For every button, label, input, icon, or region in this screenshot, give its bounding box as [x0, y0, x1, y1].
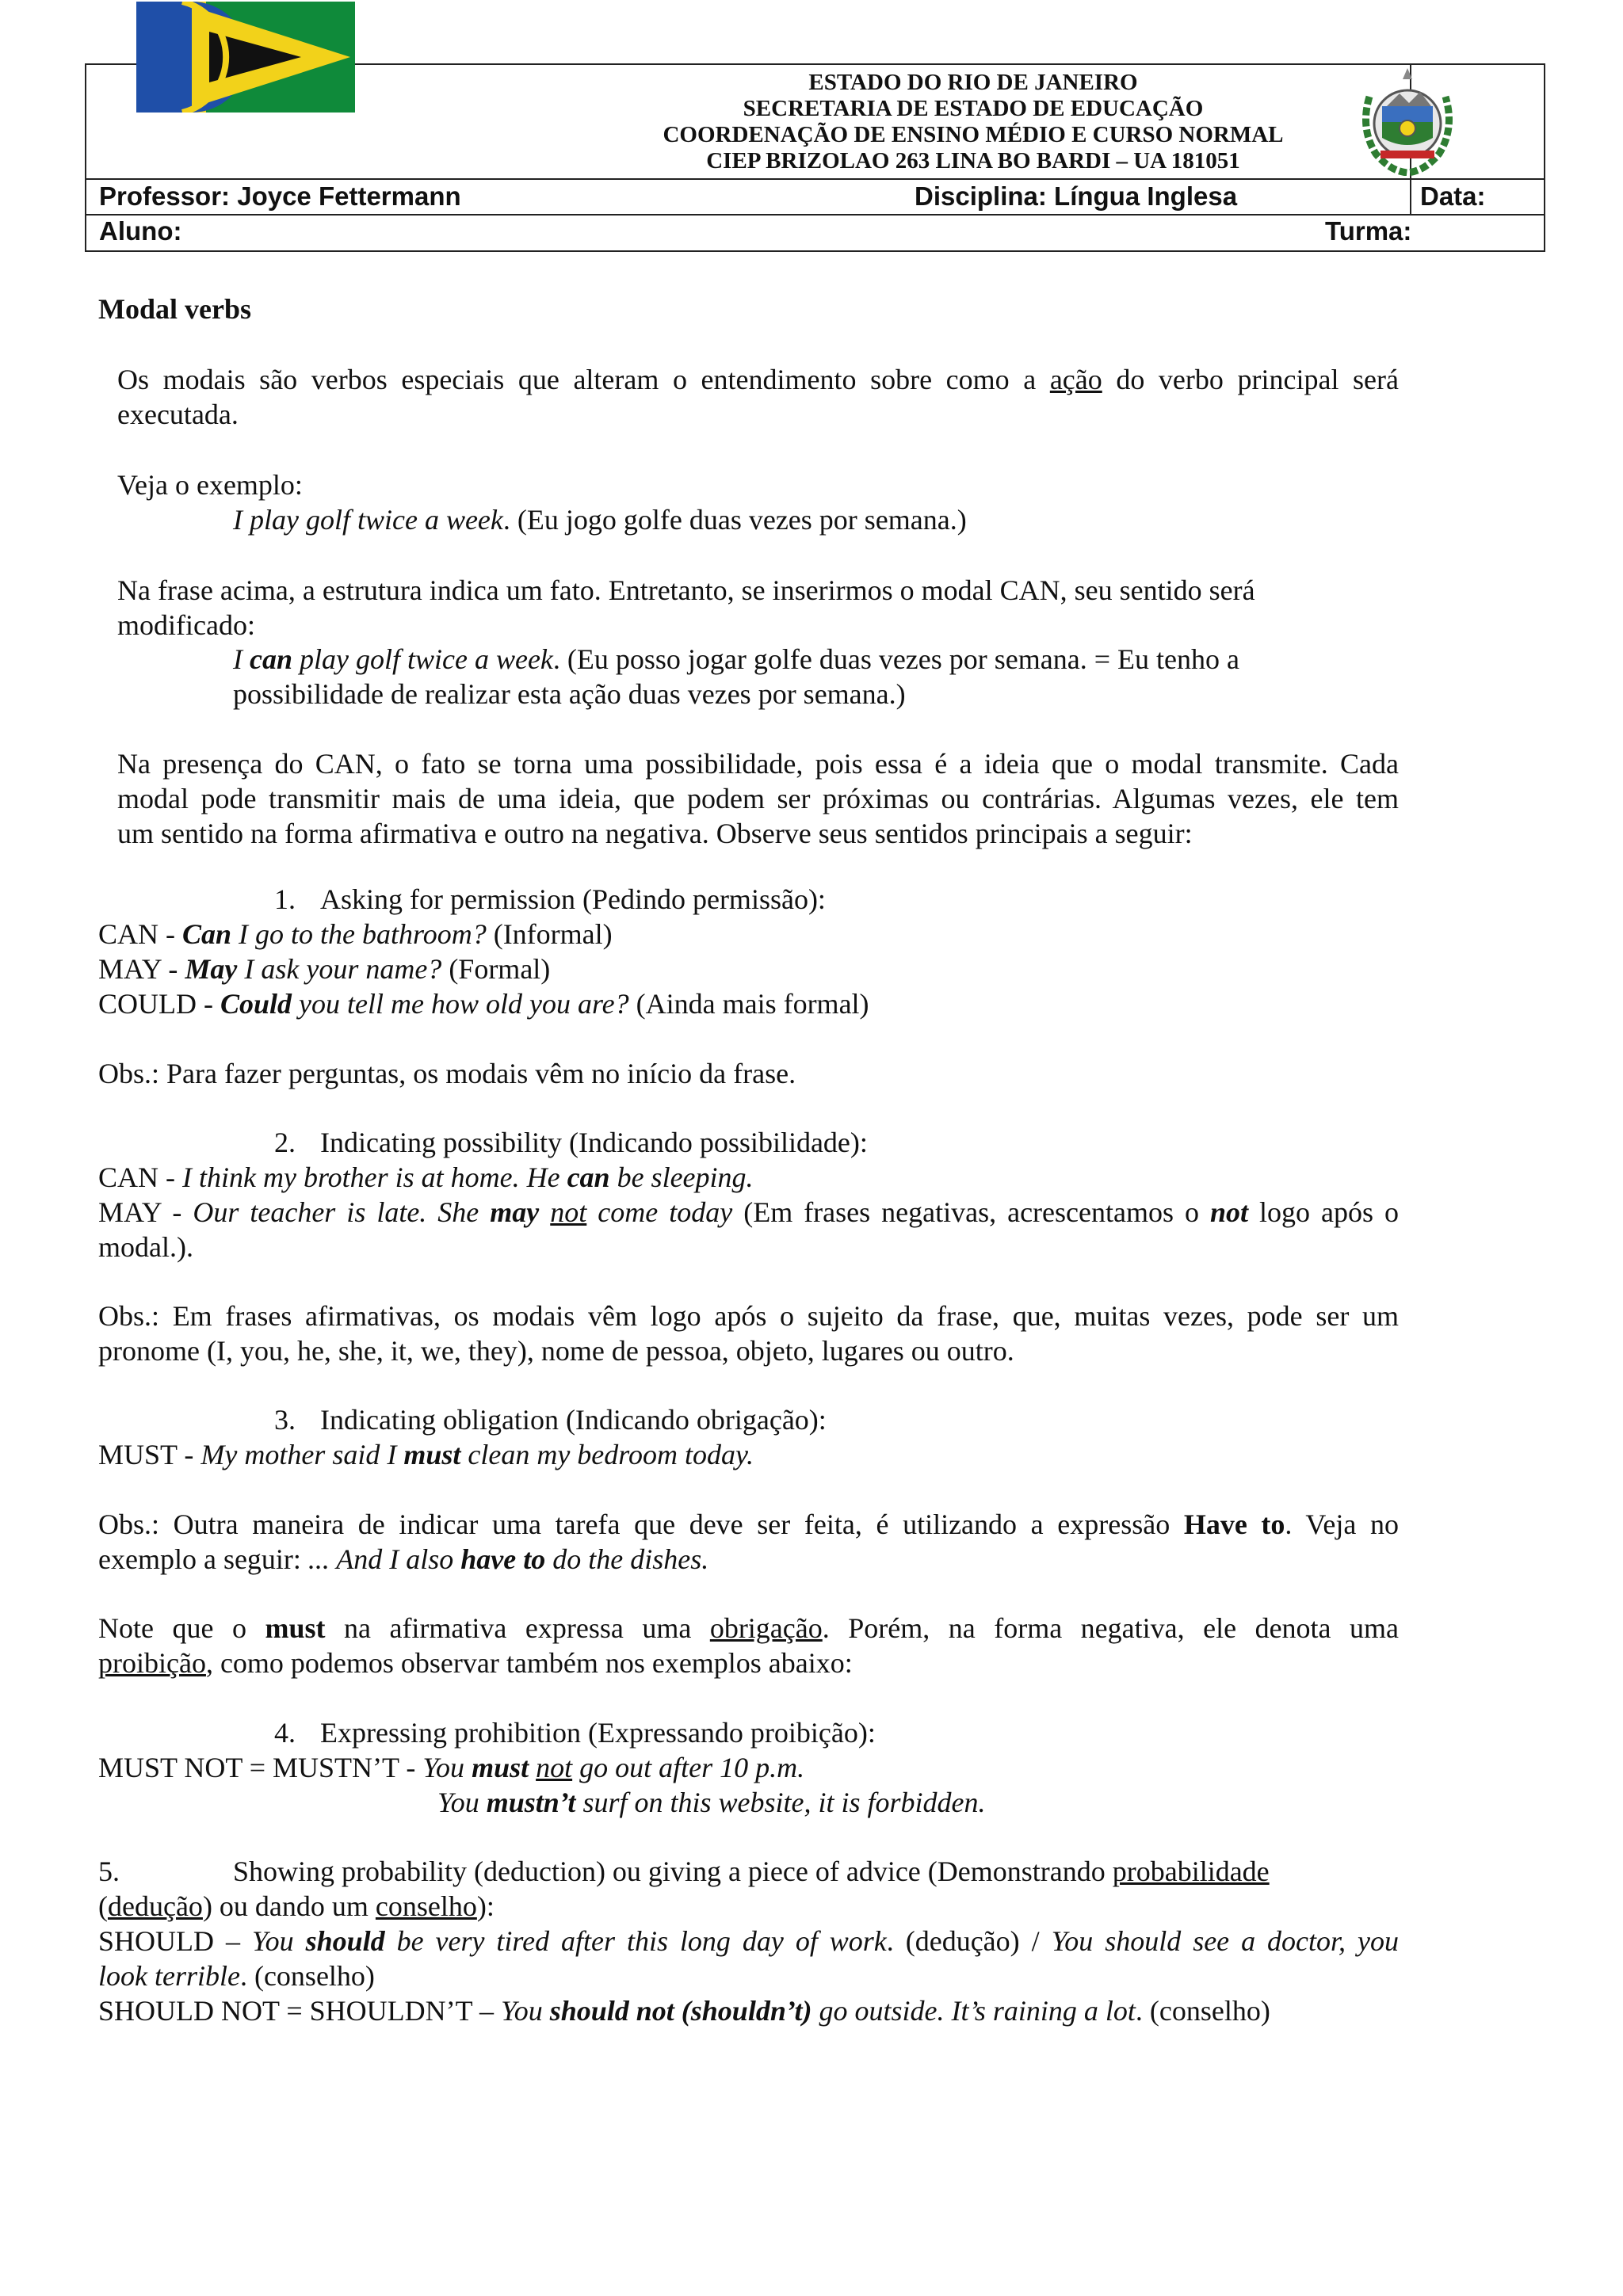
section-3-must-example: MUST - My mother said I must clean my bedroom today. [98, 1439, 754, 1470]
section-2-may-example: MAY - Our teacher is late. She may not come today (Em frases negativas, acrescentamos o not logo após o modal.). [98, 1196, 1400, 1263]
header-line-4: CIEP BRIZOLAO 263 LINA BO BARDI – UA 181051 [706, 148, 1240, 174]
section-5-should-not-example: SHOULD NOT = SHOULDN’T – You should not (shouldn’t) go outside. It’s raining a lot. (conselho) [98, 1995, 1270, 2027]
section-1-could-example: COULD - Could you tell me how old you are? (Ainda mais formal) [98, 988, 869, 1020]
state-flag-icon [136, 2, 355, 113]
section-1-number: 1. [274, 883, 296, 915]
intro-paragraph-1: Os modais são verbos especiais que alteram o entendimento sobre como a ação do verbo principal será executada. [117, 364, 1399, 430]
data-label: Data: [1420, 181, 1486, 211]
section-1-can-example: CAN - Can I go to the bathroom? (Informal) [98, 918, 613, 950]
section-5-heading-line-2: (dedução) ou dando um conselho): [98, 1890, 495, 1922]
section-1-heading: Asking for permission (Pedindo permissão): [320, 883, 826, 915]
example-2-line-2: possibilidade de realizar esta ação duas vezes por semana.) [233, 678, 906, 710]
intro-paragraph-3: Na presença do CAN, o fato se torna uma possibilidade, pois essa é a ideia que o modal transmite. Cada modal pode transmitir mais de uma ideia, que podem ser próximas ou contrárias. Algumas vezes, ele tem um sentido na forma afirmativa e outro na negativa. Observe seus sentidos principais a seguir: [117, 748, 1399, 849]
example-2-line-1: I can play golf twice a week. (Eu posso jogar golfe duas vezes por semana. = Eu tenho a [233, 643, 1239, 675]
section-4-mustnt-example: You mustn’t surf on this website, it is forbidden. [437, 1787, 986, 1818]
intro-paragraph-2-line-2: modificado: [117, 609, 255, 641]
intro-paragraph-2-line-1: Na frase acima, a estrutura indica um fato. Entretanto, se inserirmos o modal CAN, seu sentido será [117, 574, 1255, 606]
section-1-may-example: MAY - May I ask your name? (Formal) [98, 953, 551, 985]
institution-title [537, 65, 1410, 178]
header-row-aluno [86, 215, 1544, 250]
section-4-must-not-example: MUST NOT = MUSTN’T - You must not go out after 10 p.m. [98, 1752, 805, 1783]
section-2-heading: Indicating possibility (Indicando possibilidade): [320, 1127, 868, 1158]
section-5-should-example: SHOULD – You should be very tired after this long day of work. (dedução) / You should see a doctor, you look terrible. (conselho) [98, 1925, 1399, 1992]
section-2-can-example: CAN - I think my brother is at home. He can be sleeping. [98, 1161, 754, 1193]
section-3-note: Note que o must na afirmativa expressa uma obrigação. Porém, na forma negativa, ele denota uma proibição, como podemos observar também nos exemplos abaixo: [98, 1612, 1400, 1679]
header-row-professor [86, 180, 1544, 215]
section-1-obs: Obs.: Para fazer perguntas, os modais vêm no início da frase. [98, 1058, 796, 1089]
acao-underlined: ação [1049, 364, 1102, 395]
header-line-1: ESTADO DO RIO DE JANEIRO [808, 70, 1138, 95]
disciplina-label: Disciplina: Língua Inglesa [915, 181, 1238, 211]
header-line-2: SECRETARIA DE ESTADO DE EDUCAÇÃO [743, 96, 1204, 121]
page-title: Modal verbs [98, 293, 251, 325]
section-2-obs: Obs.: Em frases afirmativas, os modais vêm logo após o sujeito da frase, que, muitas vezes, pode ser um pronome (I, you, he, she, it, we, they), nome de pessoa, objeto, lugares ou outro. [98, 1300, 1399, 1367]
example-label: Veja o exemplo: [117, 469, 303, 501]
section-4-number: 4. [274, 1717, 296, 1749]
section-3-heading: Indicating obligation (Indicando obrigação): [320, 1404, 827, 1436]
section-2-number: 2. [274, 1127, 296, 1158]
aluno-label: Aluno: [99, 216, 182, 246]
section-4-heading: Expressing prohibition (Expressando proibição): [320, 1717, 876, 1749]
section-3-number: 3. [274, 1404, 296, 1436]
section-5-number: 5. [98, 1855, 120, 1887]
header-line-3: COORDENAÇÃO DE ENSINO MÉDIO E CURSO NORMAL [663, 122, 1284, 147]
example-1: I play golf twice a week. (Eu jogo golfe duas vezes por semana.) [233, 504, 967, 536]
section-5-heading-line-1: Showing probability (deduction) ou giving a piece of advice (Demonstrando probabilidade [233, 1855, 1270, 1887]
section-3-obs: Obs.: Outra maneira de indicar uma tarefa que deve ser feita, é utilizando a expressão Have to. Veja no exemplo a seguir: ... And I also have to do the dishes. [98, 1508, 1399, 1575]
turma-label: Turma: [1325, 216, 1412, 246]
professor-label: Professor: Joyce Fettermann [99, 181, 461, 211]
state-seal-icon [1352, 65, 1463, 176]
